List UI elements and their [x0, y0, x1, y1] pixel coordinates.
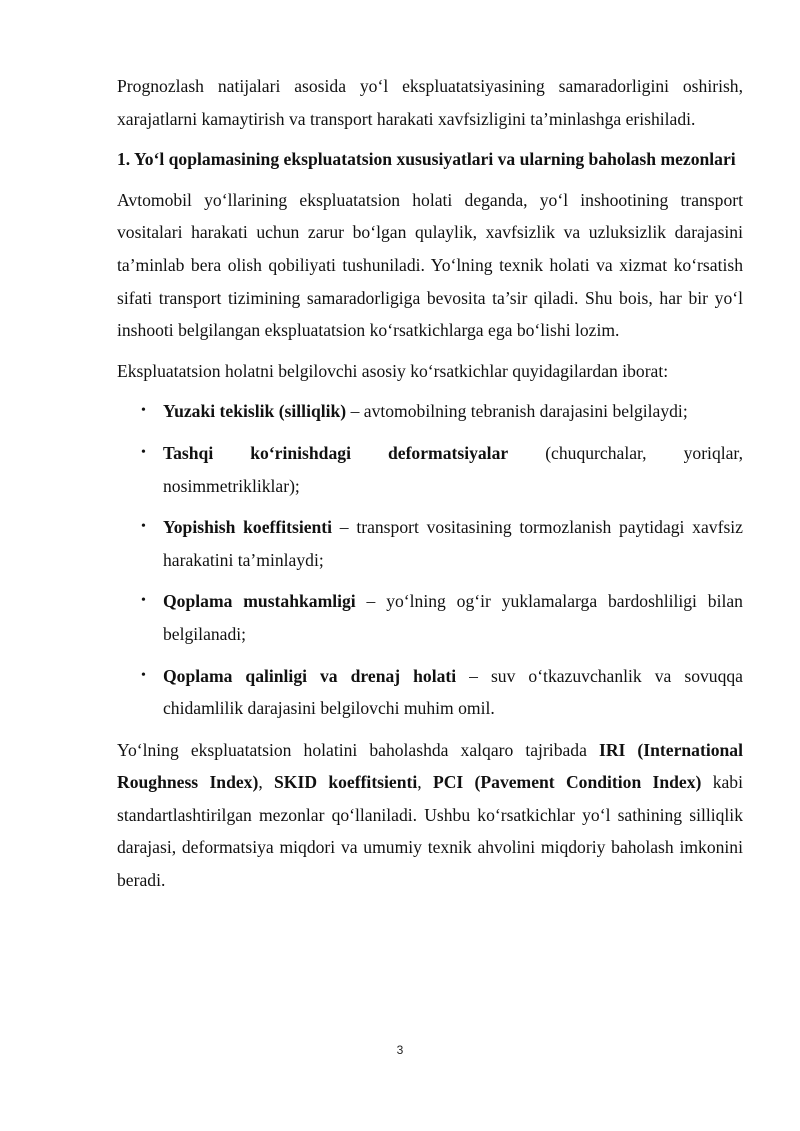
- list-item: [117, 395, 743, 428]
- list-item-description: – transport vositasining tormozlanish paytidagi xavfsiz harakatini ta’minlaydi;: [163, 517, 743, 570]
- indicator-list: [117, 395, 743, 724]
- list-item-term: Qoplama mustahkamligi: [163, 591, 356, 612]
- list-item-description: – suv o‘tkazuvchanlik va sovuqqa chidamlilik darajasini belgilovchi muhim omil.: [163, 665, 743, 719]
- body-paragraph-2: Ekspluatatsion holatni belgilovchi asosiy ko‘rsatkichlar quyidagilardan iborat:: [117, 360, 669, 381]
- list-item-term: Yuzaki tekislik (silliqlik): [163, 401, 347, 422]
- bullet-icon: •: [141, 519, 146, 535]
- page-number: 3: [396, 1043, 404, 1057]
- list-item: [117, 511, 743, 576]
- intro-paragraph: Prognozlash natijalari asosida yo‘l ekspluatatsiyasining samaradorligini oshirish, xarajatlarni kamaytirish va transport harakati xavfsizligini ta’minlashga erishiladi.: [117, 76, 743, 129]
- list-item: [117, 660, 743, 725]
- list-item-description: (chuqurchalar, yoriqlar, nosimmetrikliklar);: [163, 442, 743, 496]
- paragraph-text: kabi standartlashtirilgan mezonlar qo‘llaniladi. Ushbu ko‘rsatkichlar yo‘l sathining silliqlik darajasi, deformatsiya miqdori va umumiy texnik ahvolini miqdoriy baholash imkonini beradi.: [117, 772, 743, 891]
- list-item-description: – yo‘lning og‘ir yuklamalarga bardoshliligi bilan belgilanadi;: [163, 591, 743, 644]
- list-item-text: [163, 395, 743, 428]
- bullet-icon: •: [141, 403, 146, 419]
- body-paragraph-3: [117, 734, 743, 897]
- list-item-description: – avtomobilning tebranish darajasini belgilaydi;: [346, 401, 688, 422]
- list-item-term: Qoplama qalinligi va drenaj holati: [163, 665, 457, 686]
- body-paragraph-1: Avtomobil yo‘llarining ekspluatatsion holati deganda, yo‘l inshootining transport vositalari harakati uchun zarur bo‘lgan qulaylik, xavfsizlik va uzluksizlik darajasini ta’minlab bera olish qobiliyati tushuniladi. Yo‘lning texnik holati va xizmat ko‘rsatish sifati transport tizimining samaradorligiga bevosita ta’sir qiladi. Shu bois, har bir yo‘l inshooti belgilangan ekspluatatsion ko‘rsatkichlarga ega bo‘lishi lozim.: [117, 189, 743, 341]
- paragraph-text: Yo‘lning ekspluatatsion holatini baholashda xalqaro tajribada: [117, 739, 599, 760]
- skid-term: SKID koeffitsienti: [274, 772, 418, 793]
- bullet-icon: •: [141, 593, 146, 609]
- list-item: [117, 585, 743, 650]
- list-item-text: [163, 585, 743, 650]
- list-item-text: [163, 511, 743, 576]
- list-item-text: [163, 660, 743, 725]
- bullet-icon: •: [141, 444, 146, 460]
- iri-term: IRI (International Roughness Index): [117, 739, 743, 793]
- separator: ,: [258, 772, 275, 793]
- pci-term: PCI (Pavement Condition Index): [432, 772, 702, 793]
- separator: ,: [417, 772, 433, 793]
- list-item: [117, 437, 743, 502]
- page-content: [117, 70, 743, 905]
- bullet-icon: •: [141, 667, 146, 683]
- list-item-term: Yopishish koeffitsienti: [163, 517, 333, 538]
- list-item-text: [163, 437, 743, 502]
- list-item-term: Tashqi ko‘rinishdagi deformatsiyalar: [163, 442, 509, 463]
- section-heading: 1. Yo‘l qoplamasining ekspluatatsion xususiyatlari va ularning baholash mezonlari: [117, 149, 736, 170]
